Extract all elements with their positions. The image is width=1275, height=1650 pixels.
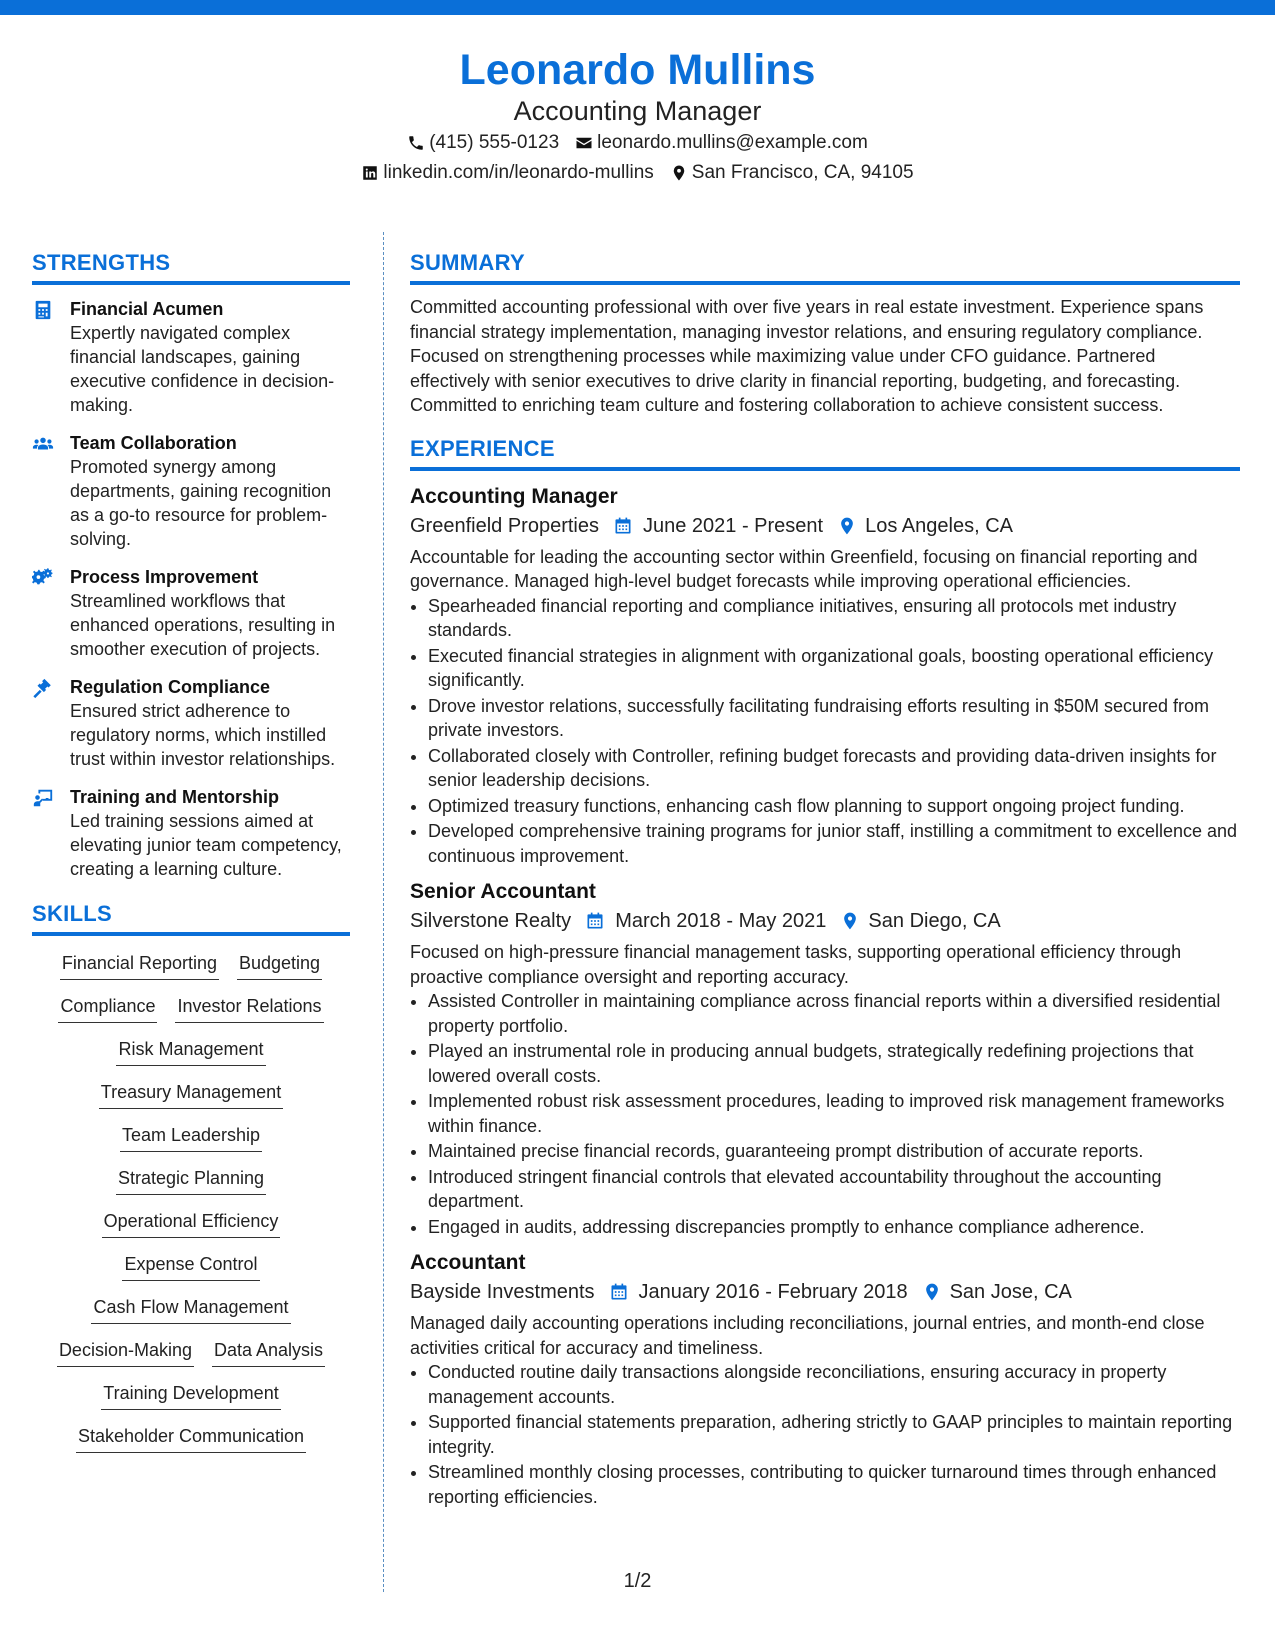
- bullet-item: • Developed comprehensive training programs for junior staff, instilling a commitment to excellence and continuous improvement.: [428, 819, 1240, 868]
- column-divider: [383, 232, 384, 1592]
- calendar-icon: [613, 516, 633, 536]
- resume-header: [0, 44, 1275, 188]
- strength-desc: Promoted synergy among departments, gaining recognition as a go-to resource for problem-solving.: [70, 457, 332, 549]
- skill-tag: Expense Control: [122, 1251, 259, 1281]
- skill-tag: Cash Flow Management: [91, 1294, 290, 1324]
- email-item[interactable]: [575, 128, 868, 158]
- bullet-item: • Assisted Controller in maintaining compliance across financial reports within a diversified residential property portfolio.: [428, 989, 1240, 1038]
- bullet-item: • Maintained precise financial records, guaranteeing prompt distribution of accurate reports.: [428, 1139, 1240, 1164]
- phone-text: (415) 555-0123: [429, 132, 560, 153]
- teacher-icon: [32, 787, 54, 809]
- skills-list: [32, 950, 350, 1453]
- job-entry: [410, 878, 1240, 1239]
- skills-heading: SKILLS: [32, 899, 350, 936]
- bullet-item: • Executed financial strategies in alignment with organizational goals, boosting operational efficiency significantly.: [428, 644, 1240, 693]
- bullet-item: • Streamlined monthly closing processes, contributing to quicker turnaround times through enhanced reporting efficiencies.: [428, 1460, 1240, 1509]
- skill-tag: Budgeting: [237, 950, 322, 980]
- strength-desc: Ensured strict adherence to regulatory norms, which instilled trust within investor relationships.: [70, 701, 336, 769]
- strength-title: Regulation Compliance: [70, 677, 271, 697]
- skill-tag: Operational Efficiency: [102, 1208, 281, 1238]
- linkedin-icon: [361, 164, 379, 182]
- job-title: Accountant: [410, 1251, 526, 1274]
- candidate-name: Leonardo Mullins: [459, 46, 816, 94]
- bullet-item: • Implemented robust risk assessment procedures, leading to improved risk management frameworks within finance.: [428, 1089, 1240, 1138]
- contact-row-2: [0, 158, 1275, 188]
- summary-heading: SUMMARY: [410, 248, 1240, 285]
- strengths-heading: STRENGTHS: [32, 248, 350, 285]
- page-number: 1/2: [623, 1570, 652, 1592]
- bullet-item: • Conducted routine daily transactions alongside reconciliations, ensuring accuracy in property management accounts.: [428, 1360, 1240, 1409]
- job-company: Bayside Investments: [410, 1281, 595, 1303]
- job-entry: [410, 1249, 1240, 1509]
- skill-tag: Investor Relations: [175, 993, 323, 1023]
- job-company: Greenfield Properties: [410, 514, 599, 537]
- candidate-title: Accounting Manager: [513, 96, 762, 126]
- job-title: Accounting Manager: [410, 484, 618, 508]
- bullet-item: • Optimized treasury functions, enhancing cash flow planning to support ongoing project funding.: [428, 794, 1240, 819]
- job-meta: [410, 511, 1240, 541]
- bullet-item: • Introduced stringent financial controls that elevated accountability throughout the accounting department.: [428, 1165, 1240, 1214]
- phone-icon: [407, 134, 425, 152]
- map-pin-icon: [840, 911, 860, 931]
- strength-title: Financial Acumen: [70, 299, 224, 319]
- bullet-item: • Played an instrumental role in producing annual budgets, strategically redefining projections that lowered overall costs.: [428, 1039, 1240, 1088]
- strength-title: Training and Mentorship: [70, 787, 280, 807]
- job-dates: June 2021 - Present: [642, 514, 824, 537]
- location-text: San Francisco, CA, 94105: [691, 162, 914, 183]
- job-description: Managed daily accounting operations including reconciliations, journal entries, and month-end close activities critical for accuracy and timeliness.: [410, 1313, 1205, 1358]
- contact-row-1: [0, 128, 1275, 158]
- strength-desc: Streamlined workflows that enhanced operations, resulting in smoother execution of projects.: [70, 591, 336, 659]
- skill-tag: Financial Reporting: [60, 950, 219, 980]
- gears-icon: [32, 567, 54, 589]
- job-bullets: [410, 989, 1240, 1239]
- users-icon: [32, 433, 54, 455]
- right-column: [410, 248, 1240, 1519]
- calendar-icon: [609, 1282, 629, 1302]
- job-meta: [410, 906, 1240, 936]
- summary-text: Committed accounting professional with over five years in real estate investment. Experience spans financial strategy implementation, managing investor relations, and ensuring regulatory compliance. Focused on strengthening processes while maximizing value under CFO guidance. Partnered effectively with senior executives to drive clarity in financial reporting, budgeting, and forecasting. Committed to enriching team culture and fostering collaboration to achieve consistent success.: [410, 297, 1204, 415]
- envelope-icon: [575, 134, 593, 152]
- phone-item: [407, 128, 559, 158]
- strength-item: [32, 565, 350, 661]
- skill-tag: Data Analysis: [212, 1337, 325, 1367]
- job-meta: [410, 1277, 1240, 1307]
- job-company: Silverstone Realty: [410, 910, 572, 932]
- bullet-item: • Drove investor relations, successfully facilitating fundraising efforts resulting in $50M secured from private investors.: [428, 694, 1240, 743]
- location-item: [670, 158, 914, 188]
- job-dates: January 2016 - February 2018: [638, 1281, 908, 1303]
- job-location: San Jose, CA: [949, 1281, 1072, 1303]
- job-bullets: [410, 1360, 1240, 1509]
- job-description: Focused on high-pressure financial management tasks, supporting operational efficiency through proactive compliance oversight and reporting accuracy.: [410, 942, 1182, 987]
- skill-tag: Decision-Making: [57, 1337, 194, 1367]
- skill-tag: Compliance: [58, 993, 157, 1023]
- strength-desc: Led training sessions aimed at elevating junior team competency, creating a learning culture.: [70, 811, 342, 879]
- gavel-icon: [32, 677, 54, 699]
- job-description: Accountable for leading the accounting sector within Greenfield, focusing on financial reporting and governance. Managed high-level budget forecasts while improving operational efficiencies.: [410, 546, 1198, 591]
- strength-item: [32, 785, 350, 881]
- linkedin-item[interactable]: [361, 158, 653, 188]
- skill-tag: Team Leadership: [120, 1122, 262, 1152]
- job-title: Senior Accountant: [410, 880, 596, 903]
- job-entry: [410, 483, 1240, 869]
- map-pin-icon: [837, 516, 857, 536]
- skill-tag: Treasury Management: [99, 1079, 283, 1109]
- strength-title: Team Collaboration: [70, 433, 237, 453]
- bullet-item: • Collaborated closely with Controller, refining budget forecasts and providing data-driven insights for senior leadership decisions.: [428, 744, 1240, 793]
- linkedin-link[interactable]: linkedin.com/in/leonardo-mullins: [383, 162, 654, 183]
- strength-item: [32, 297, 350, 417]
- map-pin-icon: [670, 164, 688, 182]
- skill-tag: Training Development: [101, 1380, 280, 1410]
- bullet-item: • Supported financial statements preparation, adhering strictly to GAAP principles to maintain reporting integrity.: [428, 1410, 1240, 1459]
- calculator-icon: [32, 299, 54, 321]
- strength-item: [32, 431, 350, 551]
- job-location: San Diego, CA: [868, 910, 1001, 932]
- top-accent-bar: [0, 0, 1275, 15]
- email-link[interactable]: leonardo.mullins@example.com: [597, 132, 868, 153]
- skill-tag: Risk Management: [116, 1036, 265, 1066]
- skill-tag: Strategic Planning: [116, 1165, 266, 1195]
- map-pin-icon: [922, 1282, 942, 1302]
- job-bullets: [410, 594, 1240, 869]
- bullet-item: • Engaged in audits, addressing discrepancies promptly to enhance compliance adherence.: [428, 1215, 1240, 1240]
- skill-tag: Stakeholder Communication: [76, 1423, 306, 1453]
- strength-title: Process Improvement: [70, 567, 259, 587]
- bullet-item: • Spearheaded financial reporting and compliance initiatives, ensuring all protocols met industry standards.: [428, 594, 1240, 643]
- experience-heading: EXPERIENCE: [410, 434, 1240, 471]
- calendar-icon: [585, 911, 605, 931]
- left-column: [32, 248, 350, 1453]
- job-dates: March 2018 - May 2021: [615, 910, 827, 932]
- strength-desc: Expertly navigated complex financial landscapes, gaining executive confidence in decision-making.: [70, 323, 335, 415]
- job-location: Los Angeles, CA: [865, 514, 1013, 537]
- strength-item: [32, 675, 350, 771]
